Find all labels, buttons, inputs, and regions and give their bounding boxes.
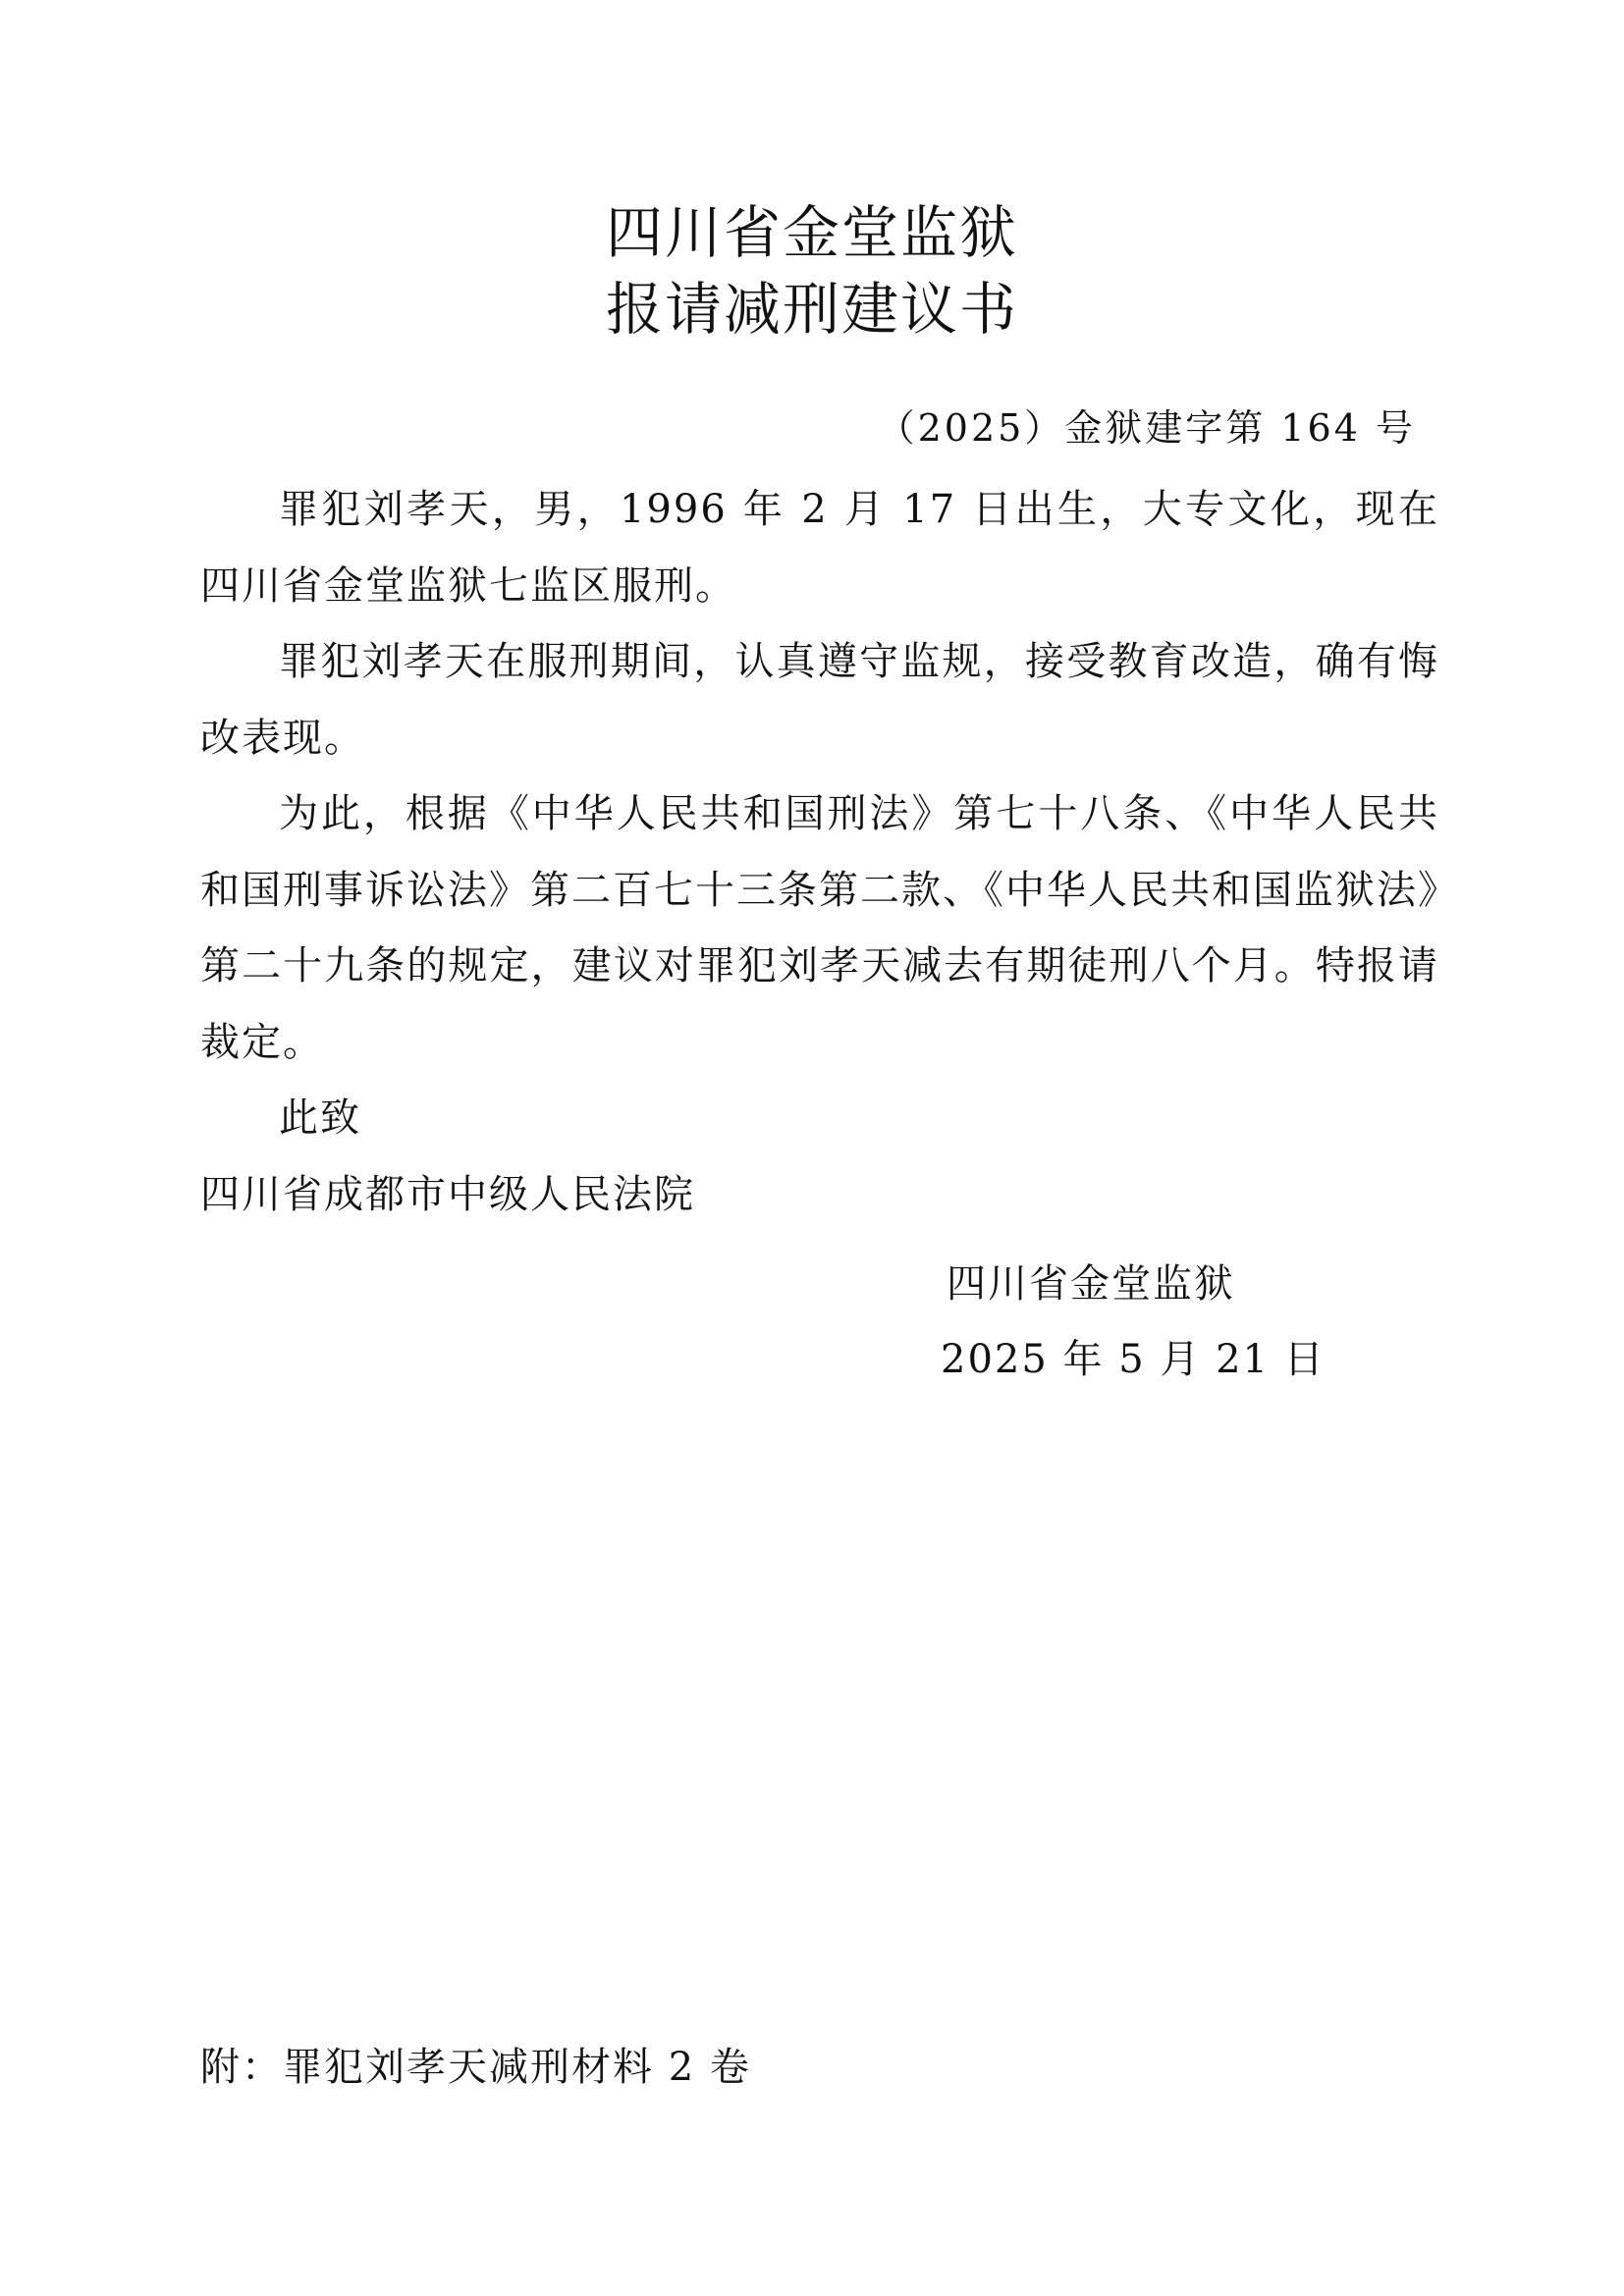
signature-date: 2025 年 5 月 21 日 <box>941 1337 1326 1382</box>
recipient: 四川省成都市中级人民法院 <box>200 1171 695 1217</box>
attachment-note: 附：罪犯刘孝天减刑材料 2 卷 <box>200 2045 751 2090</box>
paragraph-behavior: 罪犯刘孝天在服刑期间，认真遵守监规，接受教育改造，确有悔改表现。 <box>200 639 1439 761</box>
document-title-line1: 四川省金堂监狱 <box>605 199 1018 266</box>
document-title-line2: 报请减刑建议书 <box>605 276 1018 343</box>
paragraph-inmate-info: 罪犯刘孝天，男，1996 年 2 月 17 日出生，大专文化，现在四川省金堂监狱七监区服刑。 <box>200 487 1439 609</box>
document-body <box>200 472 1439 1233</box>
signature-block <box>941 1247 1326 1398</box>
salutation: 此致 <box>279 1095 361 1141</box>
paragraph-legal-basis: 为此，根据《中华人民共和国刑法》第七十八条、《中华人民共和国刑事诉讼法》第二百七十三条第二款、《中华人民共和国监狱法》第二十九条的规定，建议对罪犯刘孝天减去有期徒刑八个月。特报请裁定。 <box>200 791 1439 1065</box>
document-number: （2025）金狱建字第 164 号 <box>877 406 1416 450</box>
signature-organization: 四川省金堂监狱 <box>947 1261 1235 1307</box>
